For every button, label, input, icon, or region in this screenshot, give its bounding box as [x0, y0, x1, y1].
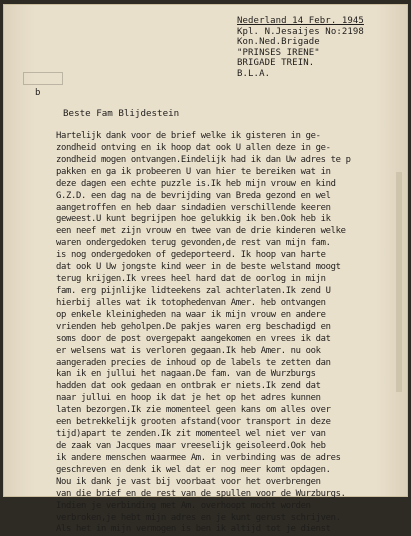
letter-line: vrienden heb geholpen.De pakjes waren erg beschadigd en: [56, 321, 331, 332]
letter-line: hierbij alles wat ik totophedenvan Amer. heb ontvangen: [56, 297, 326, 308]
header-date-line: Nederland 14 Febr. 1945: [237, 16, 364, 26]
letter-line: Indien je verbinding met Am. overhoopt mocht worden: [56, 500, 311, 511]
letter-line: op enkele kleinigheden na waar ik mijn vrouw en andere: [56, 309, 326, 320]
letter-line: geschreven en denk ik wel dat er nog meer komt opdagen.: [56, 464, 331, 475]
letter-line: Als het in mijn vermogen is ben ik altijd tot je dienst: [56, 524, 331, 535]
header-unit: Kon.Ned.Brigade: [237, 37, 320, 48]
letter-line: geweest.U kunt begrijpen hoe gelukkig ik ben.Ook heb ik: [56, 214, 331, 225]
header-sender-name: Kpl. N.Jesaijes No:2198: [237, 26, 364, 37]
handwritten-mark: b: [35, 88, 41, 98]
letter-page: [3, 4, 408, 535]
letter-line: soms door de post overgepakt aangekomen en vrees ik dat: [56, 333, 331, 344]
letter-line: aangetroffen en heb daar sindadien verschillende keeren: [56, 202, 331, 213]
letter-line: aangeraden precies de inhoud op de labels te zetten dan: [56, 357, 331, 368]
letter-line: van die brief en de rest van de spullen voor de Wurzburgs.: [56, 488, 346, 499]
sender-header: [237, 16, 364, 80]
letter-line: ik andere menschen waarmee Am. in verbinding was de adres: [56, 452, 341, 463]
header-train: BRIGADE TREIN.: [237, 58, 315, 69]
letter-line: tijd)apart te zenden.Ik zit momenteel wel niet ver van: [56, 429, 326, 440]
letter-line: deze dagen een echte puzzle is.Ik heb mijn vrouw en kind: [56, 178, 336, 189]
letter-line: terug krijgen.Ik vrees heel hard dat de oorlog in mijn: [56, 274, 326, 285]
letter-line: zondheid ontving en ik hoop dat ook U allen deze in ge-: [56, 142, 331, 153]
letter-line: Hartelijk dank voor de brief welke ik gisteren in ge-: [56, 131, 321, 141]
letter-line: een betrekkelijk grooten afstand(voor transport in deze: [56, 417, 331, 428]
letter-line: is nog ondergedoken of gedeporteerd. Ik hoop van harte: [56, 250, 326, 261]
letter-line: verbroken,je hebt mijn adres en je kunt gerust schrijven.: [56, 512, 341, 523]
letter-line: naar jullui en hoop ik dat je het op het adres kunnen: [56, 393, 321, 404]
salutation: Beste Fam Blijdestein: [63, 108, 180, 119]
letter-line: laten bezorgen.Ik zie momenteel geen kans om alles over: [56, 405, 331, 416]
letter-line: kan ik en jullui het nagaan.De fam. van de Wurzburgs: [56, 369, 316, 380]
letter-line: waren ondergedoken terug gevonden,de rest van mijn fam.: [56, 238, 331, 249]
letter-line: hadden dat ook gedaan en ontbrak er niets.Ik zend dat: [56, 381, 321, 392]
letter-line: fam. erg pijnlijke lidteekens zal achterlaten.Ik zend U: [56, 285, 331, 296]
letter-line: er welsens wat is verloren gegaan.Ik heb Amer. nu ook: [56, 345, 321, 356]
letter-body: [56, 131, 404, 536]
letter-line: de zaak van Jacques maar vreeselijk geisoleerd.Ook heb: [56, 440, 326, 451]
header-bla: B.L.A.: [237, 68, 271, 79]
letter-line: een neef met zijn vrouw en twee van de drie kinderen welke: [56, 226, 346, 237]
faded-stamp: [23, 72, 63, 85]
letter-line: G.Z.D. een dag na de bevrijding van Breda gezond en wel: [56, 190, 331, 201]
header-brigade-name: "PRINSES IRENE": [237, 47, 320, 58]
letter-line: pakken en ga ik probeeren U van hier te bereiken wat in: [56, 166, 331, 177]
letter-line: Nou ik dank je vast bij voorbaat voor het overbrengen: [56, 476, 321, 487]
letter-line: zondheid mogen ontvangen.Eindelijk had ik dan Uw adres te p: [56, 154, 351, 165]
letter-line: dat ook U Uw jongste kind weer in de beste welstand moogt: [56, 262, 341, 273]
